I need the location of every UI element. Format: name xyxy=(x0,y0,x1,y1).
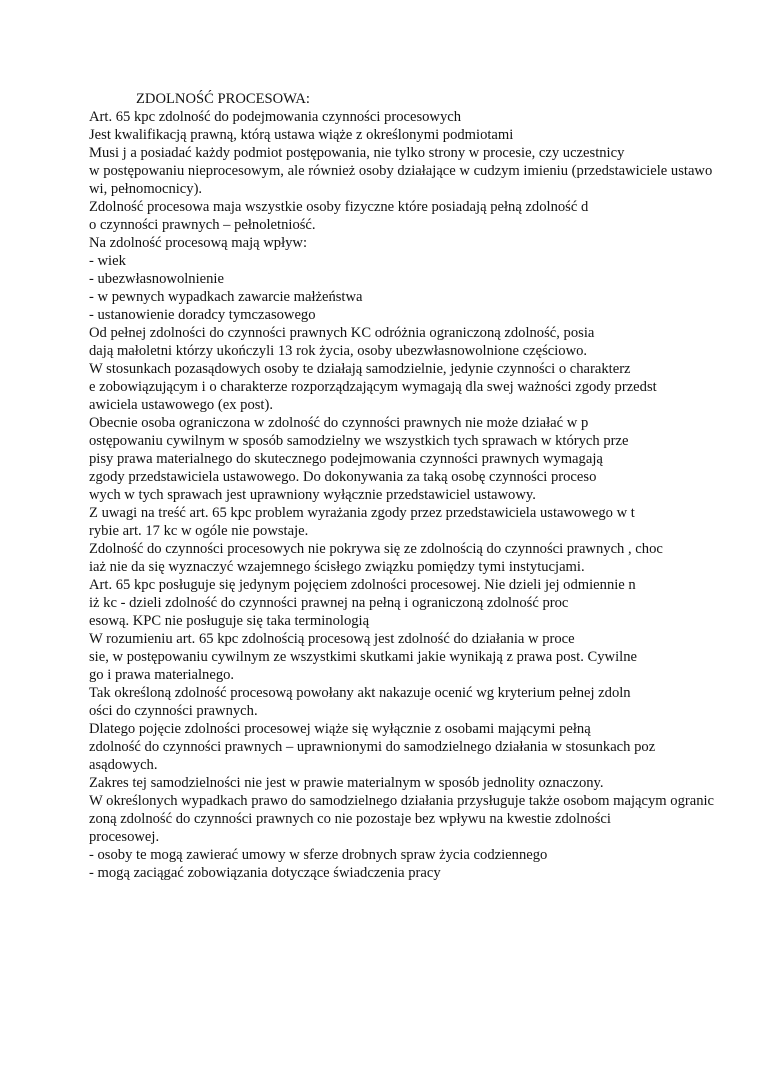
paragraph: - wiek xyxy=(89,253,126,269)
paragraph: - osoby te mogą zawierać umowy w sferze drobnych spraw życia codziennego xyxy=(89,847,548,863)
paragraph: Art. 65 kpc zdolność do podejmowania czynności procesowych xyxy=(89,109,462,125)
paragraph: Tak określoną zdolność procesową powołany akt nakazuje ocenić wg kryterium pełnej zdoln ości do czynności prawnych. xyxy=(89,685,631,719)
paragraph: Od pełnej zdolności do czynności prawnych KC odróżnia ograniczoną zdolność, posia dają małoletni którzy ukończyli 13 rok życia, osoby ubezwłasnowolnione częściowo. xyxy=(89,325,595,359)
paragraph: - mogą zaciągać zobowiązania dotyczące świadczenia pracy xyxy=(89,865,441,881)
paragraph: Na zdolność procesową mają wpływ: xyxy=(89,235,308,251)
document-body xyxy=(89,90,715,882)
paragraph: - w pewnych wypadkach zawarcie małżeństwa xyxy=(89,289,363,305)
paragraph: Zdolność do czynności procesowych nie pokrywa się ze zdolnością do czynności prawnych , choc iaż nie da się wyznaczyć wzajemnego ścisłego związku pomiędzy tymi instytucjami. xyxy=(89,541,663,575)
paragraph: Musi j a posiadać każdy podmiot postępowania, nie tylko strony w procesie, czy uczestnicy w postępowaniu nieprocesowym, ale również osoby działające w cudzym imieniu (przedstawiciele ustawo wi, pełnomocnicy). xyxy=(89,145,713,197)
paragraph: Obecnie osoba ograniczona w zdolność do czynności prawnych nie może działać w p ostępowaniu cywilnym w sposób samodzielny we wszystkich tych sprawach w których prze pisy prawa materialnego do skutecznego podejmowania czynności prawnych wymagają zgody przedstawiciela ustawowego. Do dokonywania za taką osobę czynności proceso wych w tych sprawach jest uprawniony wyłącznie przedstawiciel ustawowy. xyxy=(89,415,629,503)
paragraph: - ustanowienie doradcy tymczasowego xyxy=(89,307,316,323)
paragraph: Art. 65 kpc posługuje się jedynym pojęciem zdolności procesowej. Nie dzieli jej odmiennie n iż kc - dzieli zdolność do czynności prawnej na pełną i ograniczoną zdolność proc esową. KPC nie posługuje się taka terminologią xyxy=(89,577,636,629)
paragraph: Jest kwalifikacją prawną, którą ustawa wiąże z określonymi podmiotami xyxy=(89,127,514,143)
paragraph: - ubezwłasnowolnienie xyxy=(89,271,224,287)
paragraph-list xyxy=(89,108,715,882)
paragraph: Zdolność procesowa maja wszystkie osoby fizyczne które posiadają pełną zdolność d o czynności prawnych – pełnoletniość. xyxy=(89,199,589,233)
paragraph: Zakres tej samodzielności nie jest w prawie materialnym w sposób jednolity oznaczony. W określonych wypadkach prawo do samodzielnego działania przysługuje także osobom mającym ogranic zoną zdolność do czynności prawnych co nie pozostaje bez wpływu na kwestie zdolności procesowej. xyxy=(89,775,715,845)
paragraph: Dlatego pojęcie zdolności procesowej wiąże się wyłącznie z osobami mającymi pełną zdolność do czynności prawnych – uprawnionymi do samodzielnego działania w stosunkach poz asądowych. xyxy=(89,721,656,773)
document-title: ZDOLNOŚĆ PROCESOWA: xyxy=(136,91,310,107)
paragraph: Z uwagi na treść art. 65 kpc problem wyrażania zgody przez przedstawiciela ustawowego w t rybie art. 17 kc w ogóle nie powstaje. xyxy=(89,505,635,539)
paragraph: W stosunkach pozasądowych osoby te działają samodzielnie, jedynie czynności o charakterz e zobowiązującym i o charakterze rozporządzającym wymagają dla swej ważności zgody przedst awiciela ustawowego (ex post). xyxy=(89,361,657,413)
paragraph: W rozumieniu art. 65 kpc zdolnością procesową jest zdolność do działania w proce sie, w postępowaniu cywilnym ze wszystkimi skutkami jakie wynikają z prawa post. Cywilne go i prawa materialnego. xyxy=(89,631,637,683)
